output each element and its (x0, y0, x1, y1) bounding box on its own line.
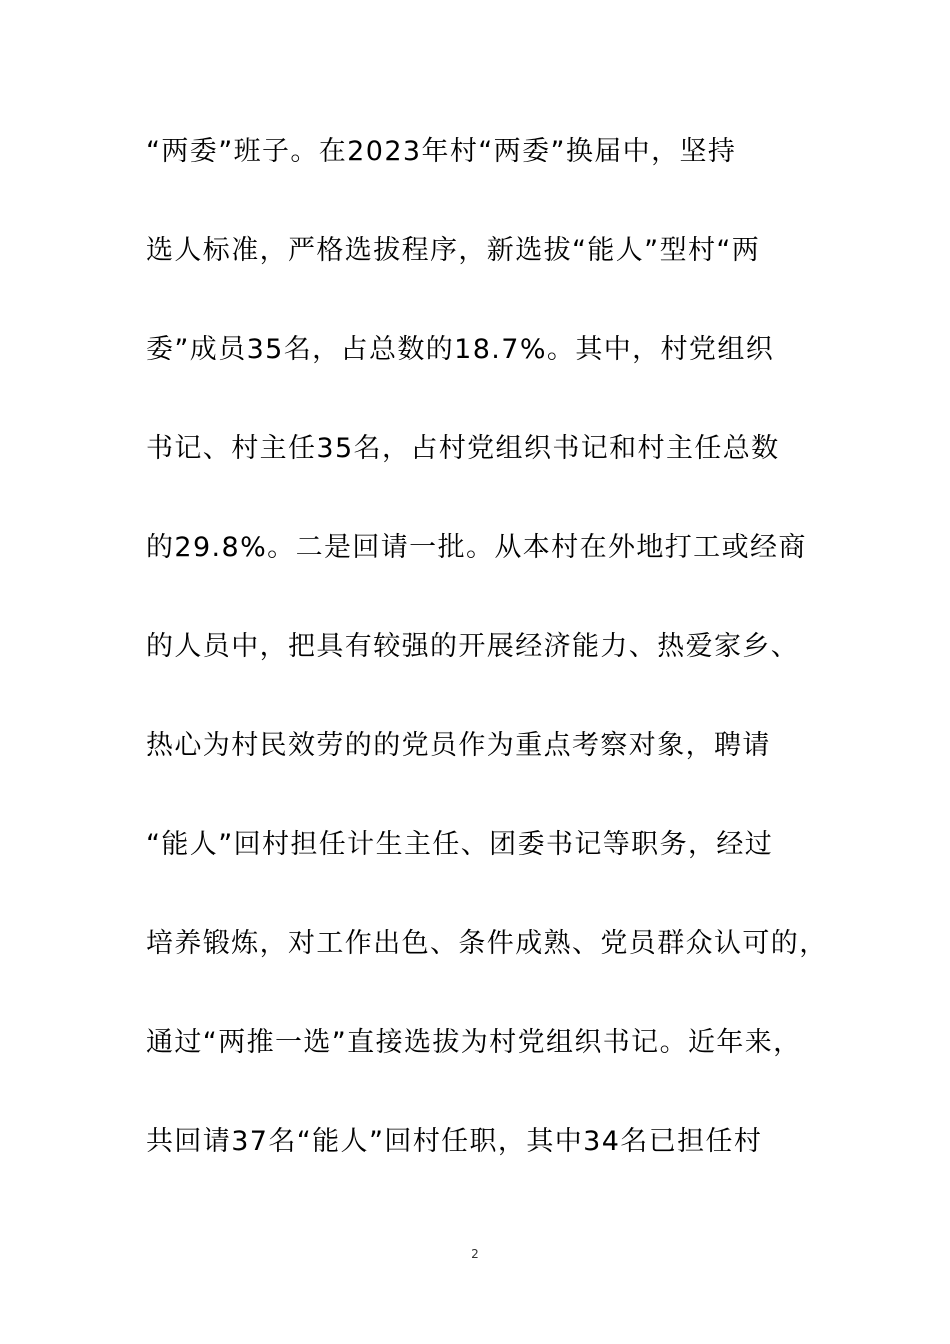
text-line: 的29.8%。二是回请一批。从本村在外地打工或经商 (146, 532, 807, 563)
text-line: “两委”班子。在2023年村“两委”换届中，坚持 (146, 136, 737, 167)
text-line: 书记、村主任35名，占村党组织书记和村主任总数 (146, 433, 780, 464)
text-line: 选人标准，严格选拔程序，新选拔“能人”型村“两 (146, 235, 761, 266)
text-line: “能人”回村担任计生主任、团委书记等职务，经过 (146, 829, 774, 860)
text-line: 共回请37名“能人”回村任职，其中34名已担任村 (146, 1126, 763, 1157)
text-line: 通过“两推一选”直接选拔为村党组织书记。近年来， (146, 1027, 802, 1058)
text-line: 热心为村民效劳的的党员作为重点考察对象，聘请 (146, 730, 771, 761)
text-line: 委”成员35名，占总数的18.7%。其中，村党组织 (146, 334, 775, 365)
text-line: 培养锻炼，对工作出色、条件成熟、党员群众认可的， (146, 928, 828, 959)
page-number: 2 (471, 1247, 479, 1261)
text-line: 的人员中，把具有较强的开展经济能力、热爱家乡、 (146, 631, 800, 662)
